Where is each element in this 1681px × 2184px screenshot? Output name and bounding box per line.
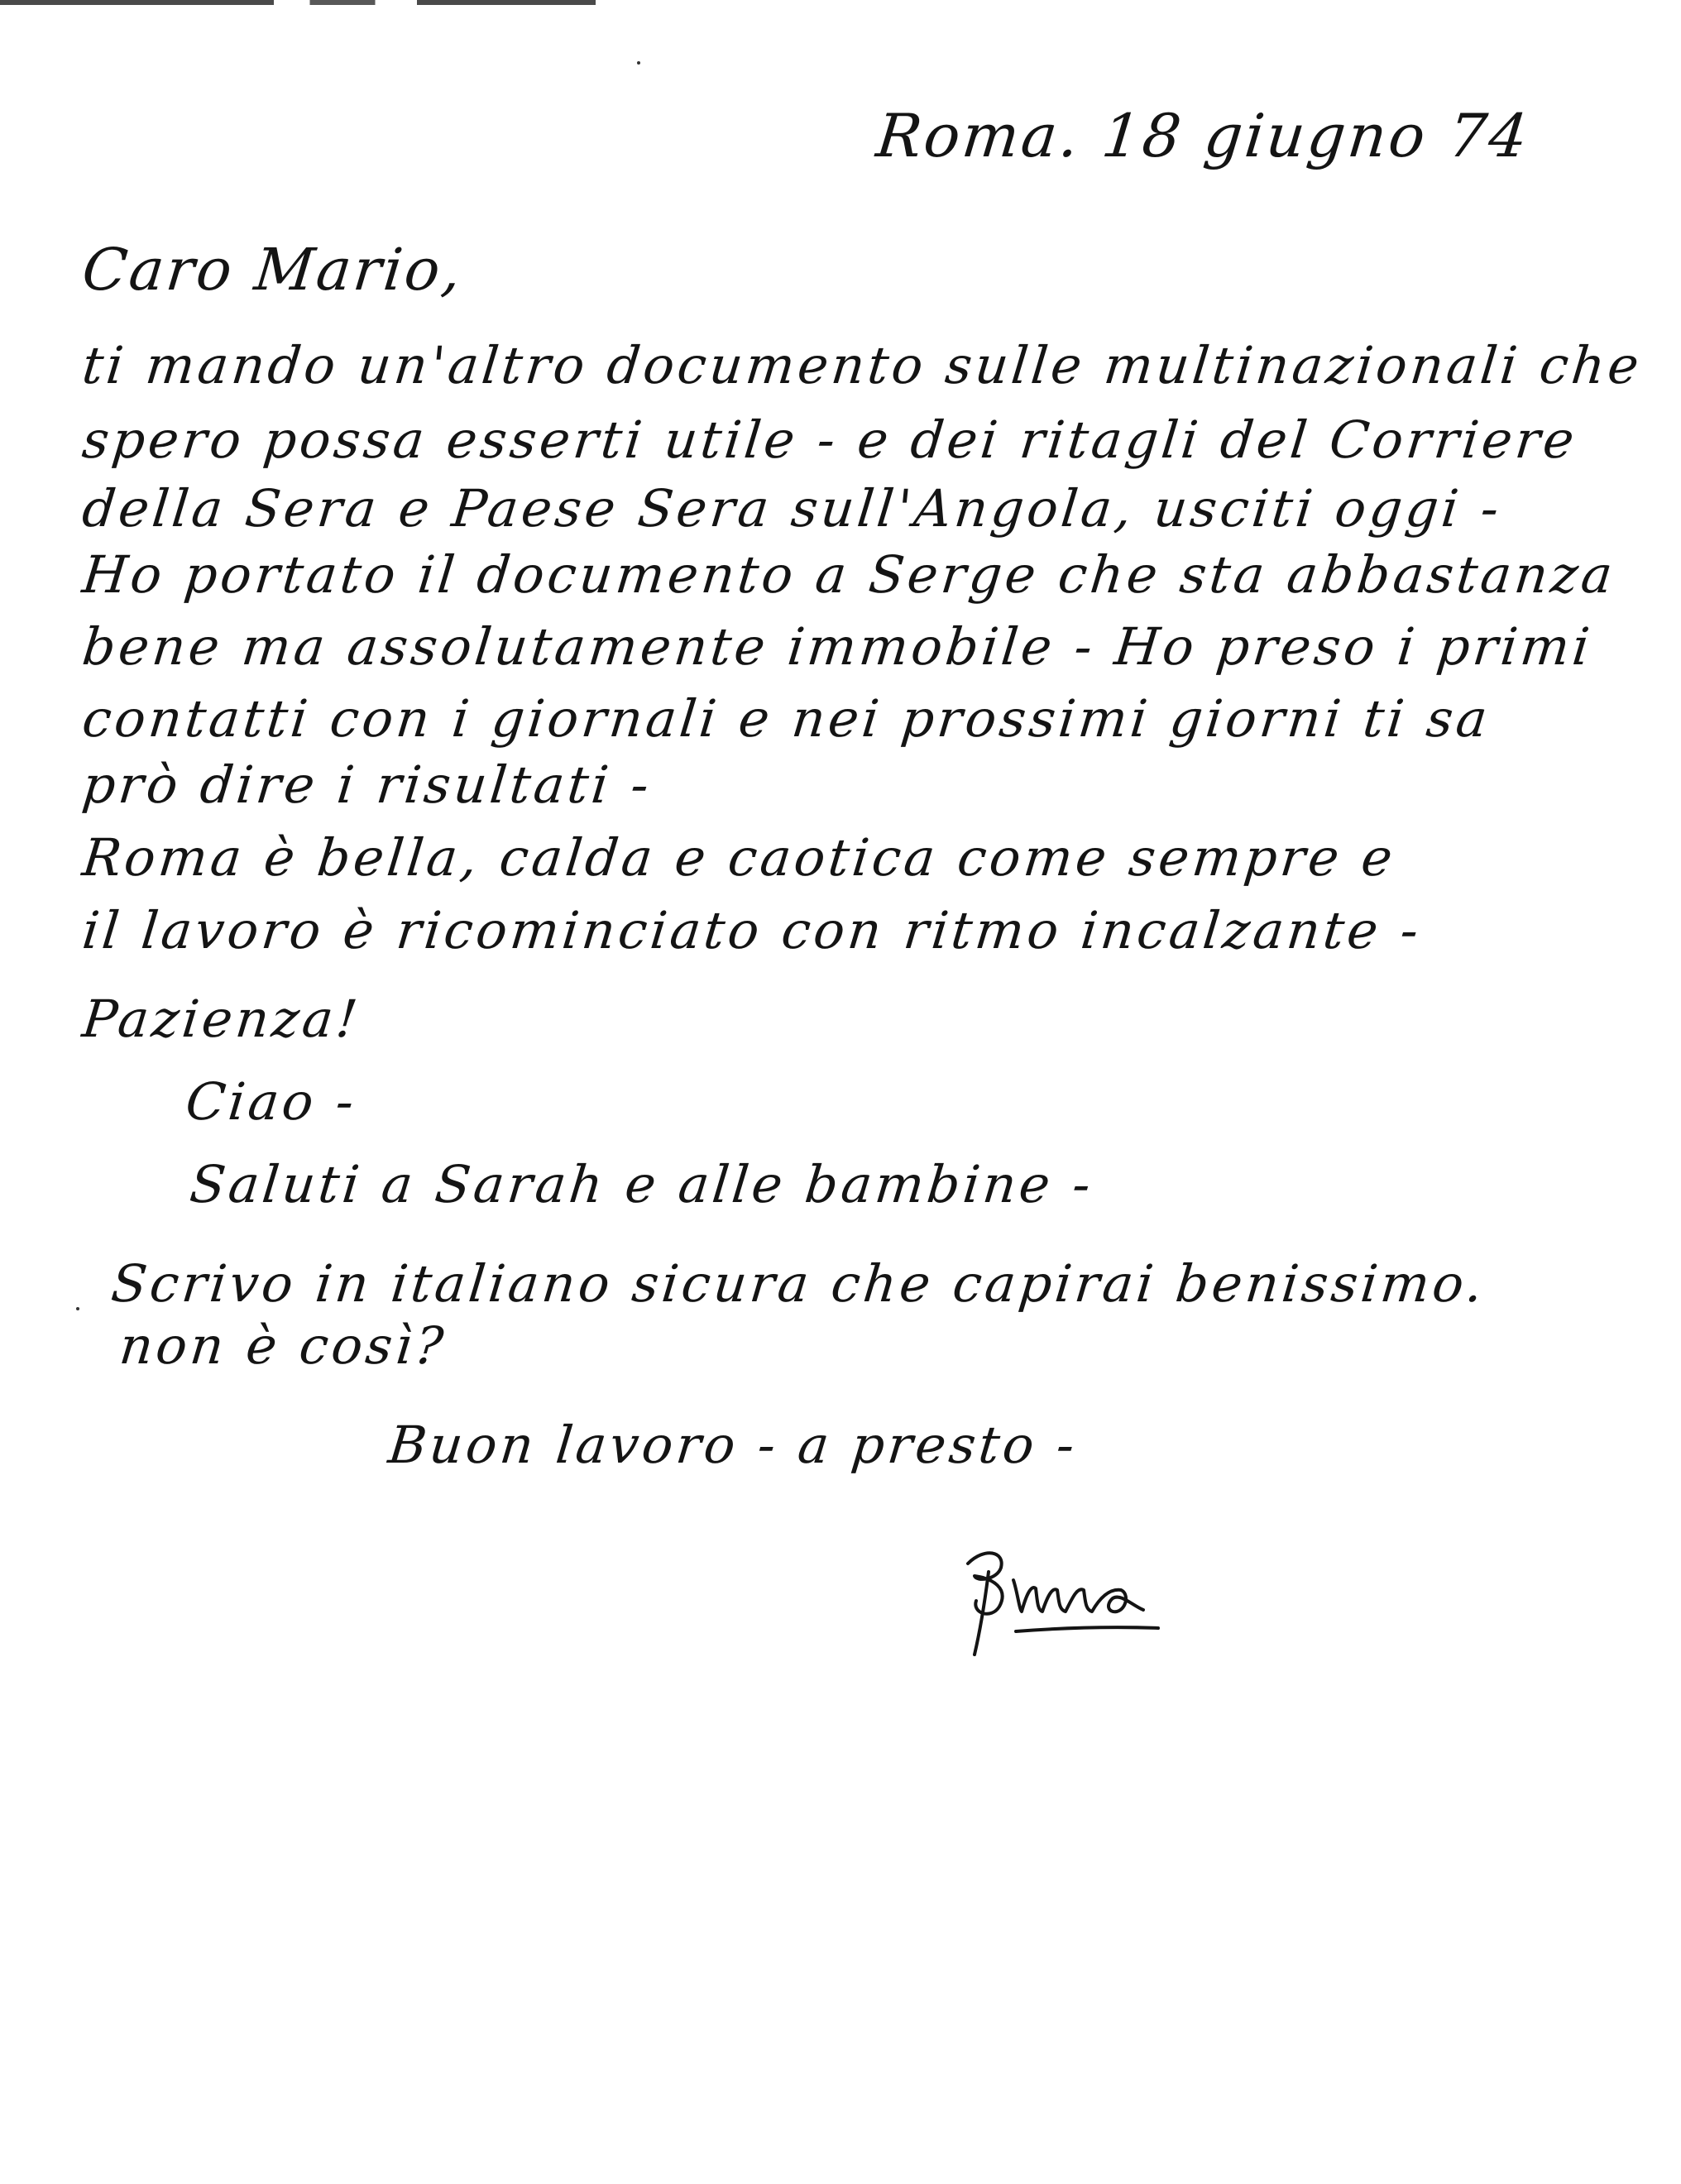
- letter-body-line: contatti con i giornali e nei prossimi giorni ti sa: [79, 688, 1494, 749]
- letter-closing-line: Scrivo in italiano sicura che capirai benissimo.: [108, 1253, 1489, 1314]
- ink-speck: [637, 61, 640, 65]
- scan-edge-mark: [0, 0, 596, 5]
- letter-date: Roma. 18 giugno 74: [873, 101, 1534, 170]
- signature: [951, 1530, 1200, 1663]
- letter-body-line: Ho portato il documento a Serge che sta abbastanza: [79, 544, 1619, 605]
- letter-body-line: della Sera e Paese Sera sull'Angola, usciti oggi -: [79, 478, 1506, 539]
- letter-closing-line: Buon lavoro - a presto -: [386, 1415, 1081, 1475]
- letter-body-line: bene ma assolutamente immobile - Ho preso i primi: [79, 616, 1596, 677]
- letter-body-line: spero possa esserti utile - e dei ritagli del Corriere: [79, 410, 1581, 470]
- ink-speck: [76, 1307, 79, 1310]
- letter-body-line: Pazienza!: [79, 989, 364, 1049]
- letter-closing-line: non è così?: [117, 1315, 450, 1376]
- letter-closing-line: Saluti a Sarah e alle bambine -: [187, 1154, 1097, 1214]
- letter-body-line: ti mando un'altro documento sulle multinazionali che: [79, 335, 1645, 395]
- letter-salutation: Caro Mario,: [79, 236, 467, 304]
- signature-mark: [951, 1530, 1200, 1663]
- letter-body-line: prò dire i risultati -: [79, 754, 655, 815]
- letter-body-line: il lavoro è ricominciato con ritmo incalzante -: [79, 900, 1425, 960]
- letter-body-line: Roma è bella, calda e caotica come sempre e: [79, 827, 1399, 888]
- letter-closing-line: Ciao -: [183, 1071, 361, 1132]
